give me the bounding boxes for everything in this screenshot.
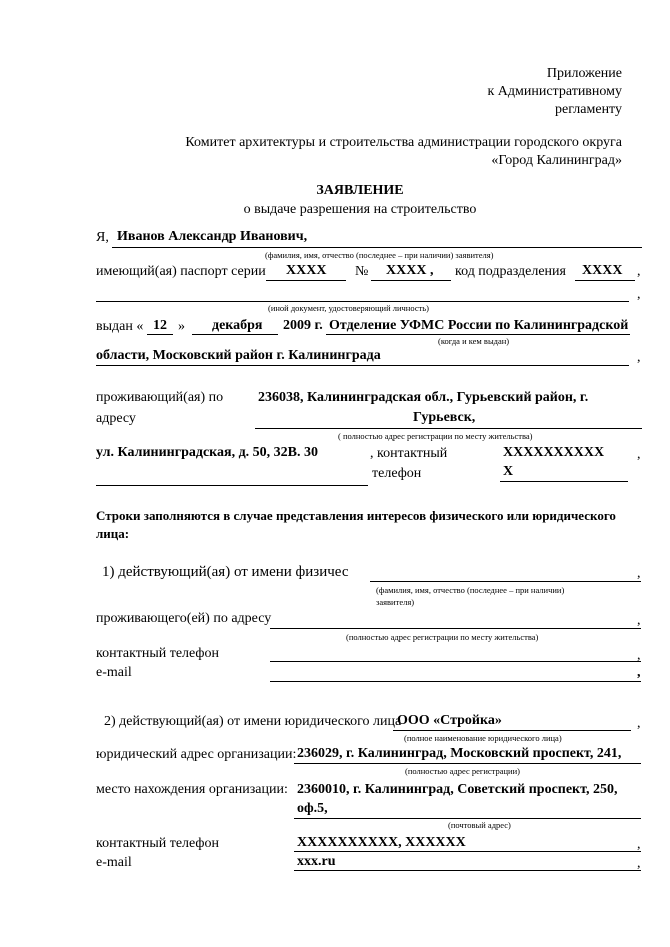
passport-series-underline xyxy=(266,280,346,281)
applicant-name: Иванов Александр Иванович, xyxy=(117,229,308,244)
address-hint: ( полностью адрес регистрации по месту жительства) xyxy=(338,431,533,441)
appendix-line-2: к Административному xyxy=(487,84,622,99)
comma: , xyxy=(637,447,641,462)
comma: , xyxy=(637,856,641,871)
legal-phone-label: контактный телефон xyxy=(96,836,219,851)
comma: , xyxy=(637,566,641,581)
residing-label-2: адресу xyxy=(96,411,136,426)
individual-address-underline xyxy=(270,628,641,629)
issued-by-underline-2 xyxy=(96,365,629,366)
passport-series: XXXX xyxy=(286,263,327,278)
issued-by-line-1: Отделение УФМС России по Калининградской xyxy=(329,318,629,333)
location-underline xyxy=(294,818,641,819)
issued-by-line-2: области, Московский район г. Калининграда xyxy=(96,348,381,363)
location-label: место нахождения организации: xyxy=(96,782,288,797)
document-subtitle: о выдаче разрешения на строительство xyxy=(243,202,477,217)
applicant-prefix: Я, xyxy=(96,230,109,245)
phone-underline xyxy=(500,481,628,482)
comma: , xyxy=(637,648,641,663)
individual-email-label: e-mail xyxy=(96,665,132,680)
legal-address-label: юридический адрес организации: xyxy=(96,747,297,762)
phone-line-1: XXXXXXXXXX xyxy=(503,445,605,460)
comma: , xyxy=(637,264,641,279)
location-line-2: оф.5, xyxy=(297,801,328,816)
issued-by-hint: (когда и кем выдан) xyxy=(438,336,510,346)
comma: , xyxy=(637,716,641,731)
postal-address-hint: (почтовый адрес) xyxy=(448,820,511,830)
individual-name-hint-2: заявителя) xyxy=(376,597,415,607)
address-underline-1 xyxy=(255,428,642,429)
legal-phone: XXXXXXXXXX, XXXXXX xyxy=(297,835,466,850)
individual-email-underline xyxy=(270,681,641,682)
individual-name-hint-1: (фамилия, имя, отчество (последнее – при наличии) xyxy=(376,585,565,595)
issued-month: декабря xyxy=(212,318,263,333)
passport-number-underline xyxy=(371,280,451,281)
comma: , xyxy=(637,837,641,852)
appendix-line-1: Приложение xyxy=(546,66,622,81)
legal-email: xxx.ru xyxy=(297,854,336,869)
legal-phone-underline xyxy=(294,851,641,852)
other-document-underline xyxy=(96,301,629,302)
individual-address-hint: (полностью адрес регистрации по месту жительства) xyxy=(346,632,539,642)
issued-year: 2009 г. xyxy=(283,318,323,333)
committee-line-2: «Город Калининград» xyxy=(491,153,622,168)
division-code-underline xyxy=(575,280,635,281)
address-line-3: ул. Калининградская, д. 50, 32В. 30 xyxy=(96,445,319,460)
legal-email-underline xyxy=(294,870,641,871)
legal-address-hint: (полностью адрес регистрации) xyxy=(405,766,520,776)
address-line-2: Гурьевск, xyxy=(413,410,476,425)
contact-label-2: телефон xyxy=(372,466,422,481)
applicant-name-hint: (фамилия, имя, отчество (последнее – при наличии) заявителя) xyxy=(265,250,494,260)
address-line-1: 236038, Калининградская обл., Гурьевский район, г. xyxy=(258,390,589,405)
comma: , xyxy=(637,613,641,628)
representation-note-2: лица: xyxy=(96,526,130,541)
issued-by-underline-1 xyxy=(326,334,630,335)
individual-phone-underline xyxy=(270,661,641,662)
org-name-hint: (полное наименование юридического лица) xyxy=(404,733,562,743)
legal-email-label: e-mail xyxy=(96,855,132,870)
passport-number: XXXX , xyxy=(386,263,434,278)
issued-day: 12 xyxy=(153,318,167,333)
issued-close-quote: » xyxy=(178,319,185,334)
individual-label: 1) действующий(ая) от имени физичес xyxy=(102,564,349,580)
phone-line-2: X xyxy=(503,464,514,479)
passport-label: имеющий(ая) паспорт серии xyxy=(96,264,266,279)
other-document-hint: (иной документ, удостоверяющий личность) xyxy=(268,303,430,313)
representation-note-1: Строки заполняются в случае представления интересов физического или юридического xyxy=(96,508,616,523)
individual-address-label: проживающего(ей) по адресу xyxy=(96,611,272,626)
org-name: ООО «Стройка» xyxy=(397,713,502,728)
legal-address-underline xyxy=(294,763,641,764)
division-code: XXXX xyxy=(582,263,623,278)
issued-label: выдан « xyxy=(96,319,144,334)
comma: , xyxy=(637,350,641,365)
passport-number-label: № xyxy=(355,264,369,279)
document-title: ЗАЯВЛЕНИЕ xyxy=(316,183,404,198)
comma: , xyxy=(637,287,641,302)
individual-name-underline xyxy=(370,581,641,582)
comma: , xyxy=(637,665,641,680)
applicant-name-underline xyxy=(112,247,642,248)
legal-address: 236029, г. Калининград, Московский проспект, 241, xyxy=(297,746,622,761)
issued-month-underline xyxy=(192,334,278,335)
individual-phone-label: контактный телефон xyxy=(96,646,219,661)
committee-line-1: Комитет архитектуры и строительства администрации городского округа xyxy=(185,135,622,150)
legal-entity-label: 2) действующий(ая) от имени юридического лица xyxy=(104,714,402,729)
residing-label-1: проживающий(ая) по xyxy=(96,390,224,405)
issued-day-underline xyxy=(147,334,173,335)
division-code-label: код подразделения xyxy=(455,264,566,279)
address-underline-2 xyxy=(96,485,368,486)
appendix-line-3: регламенту xyxy=(555,102,622,117)
location-line-1: 2360010, г. Калининград, Советский проспект, 250, xyxy=(297,782,618,797)
org-name-underline xyxy=(393,730,631,731)
contact-label-1: , контактный xyxy=(370,446,448,461)
